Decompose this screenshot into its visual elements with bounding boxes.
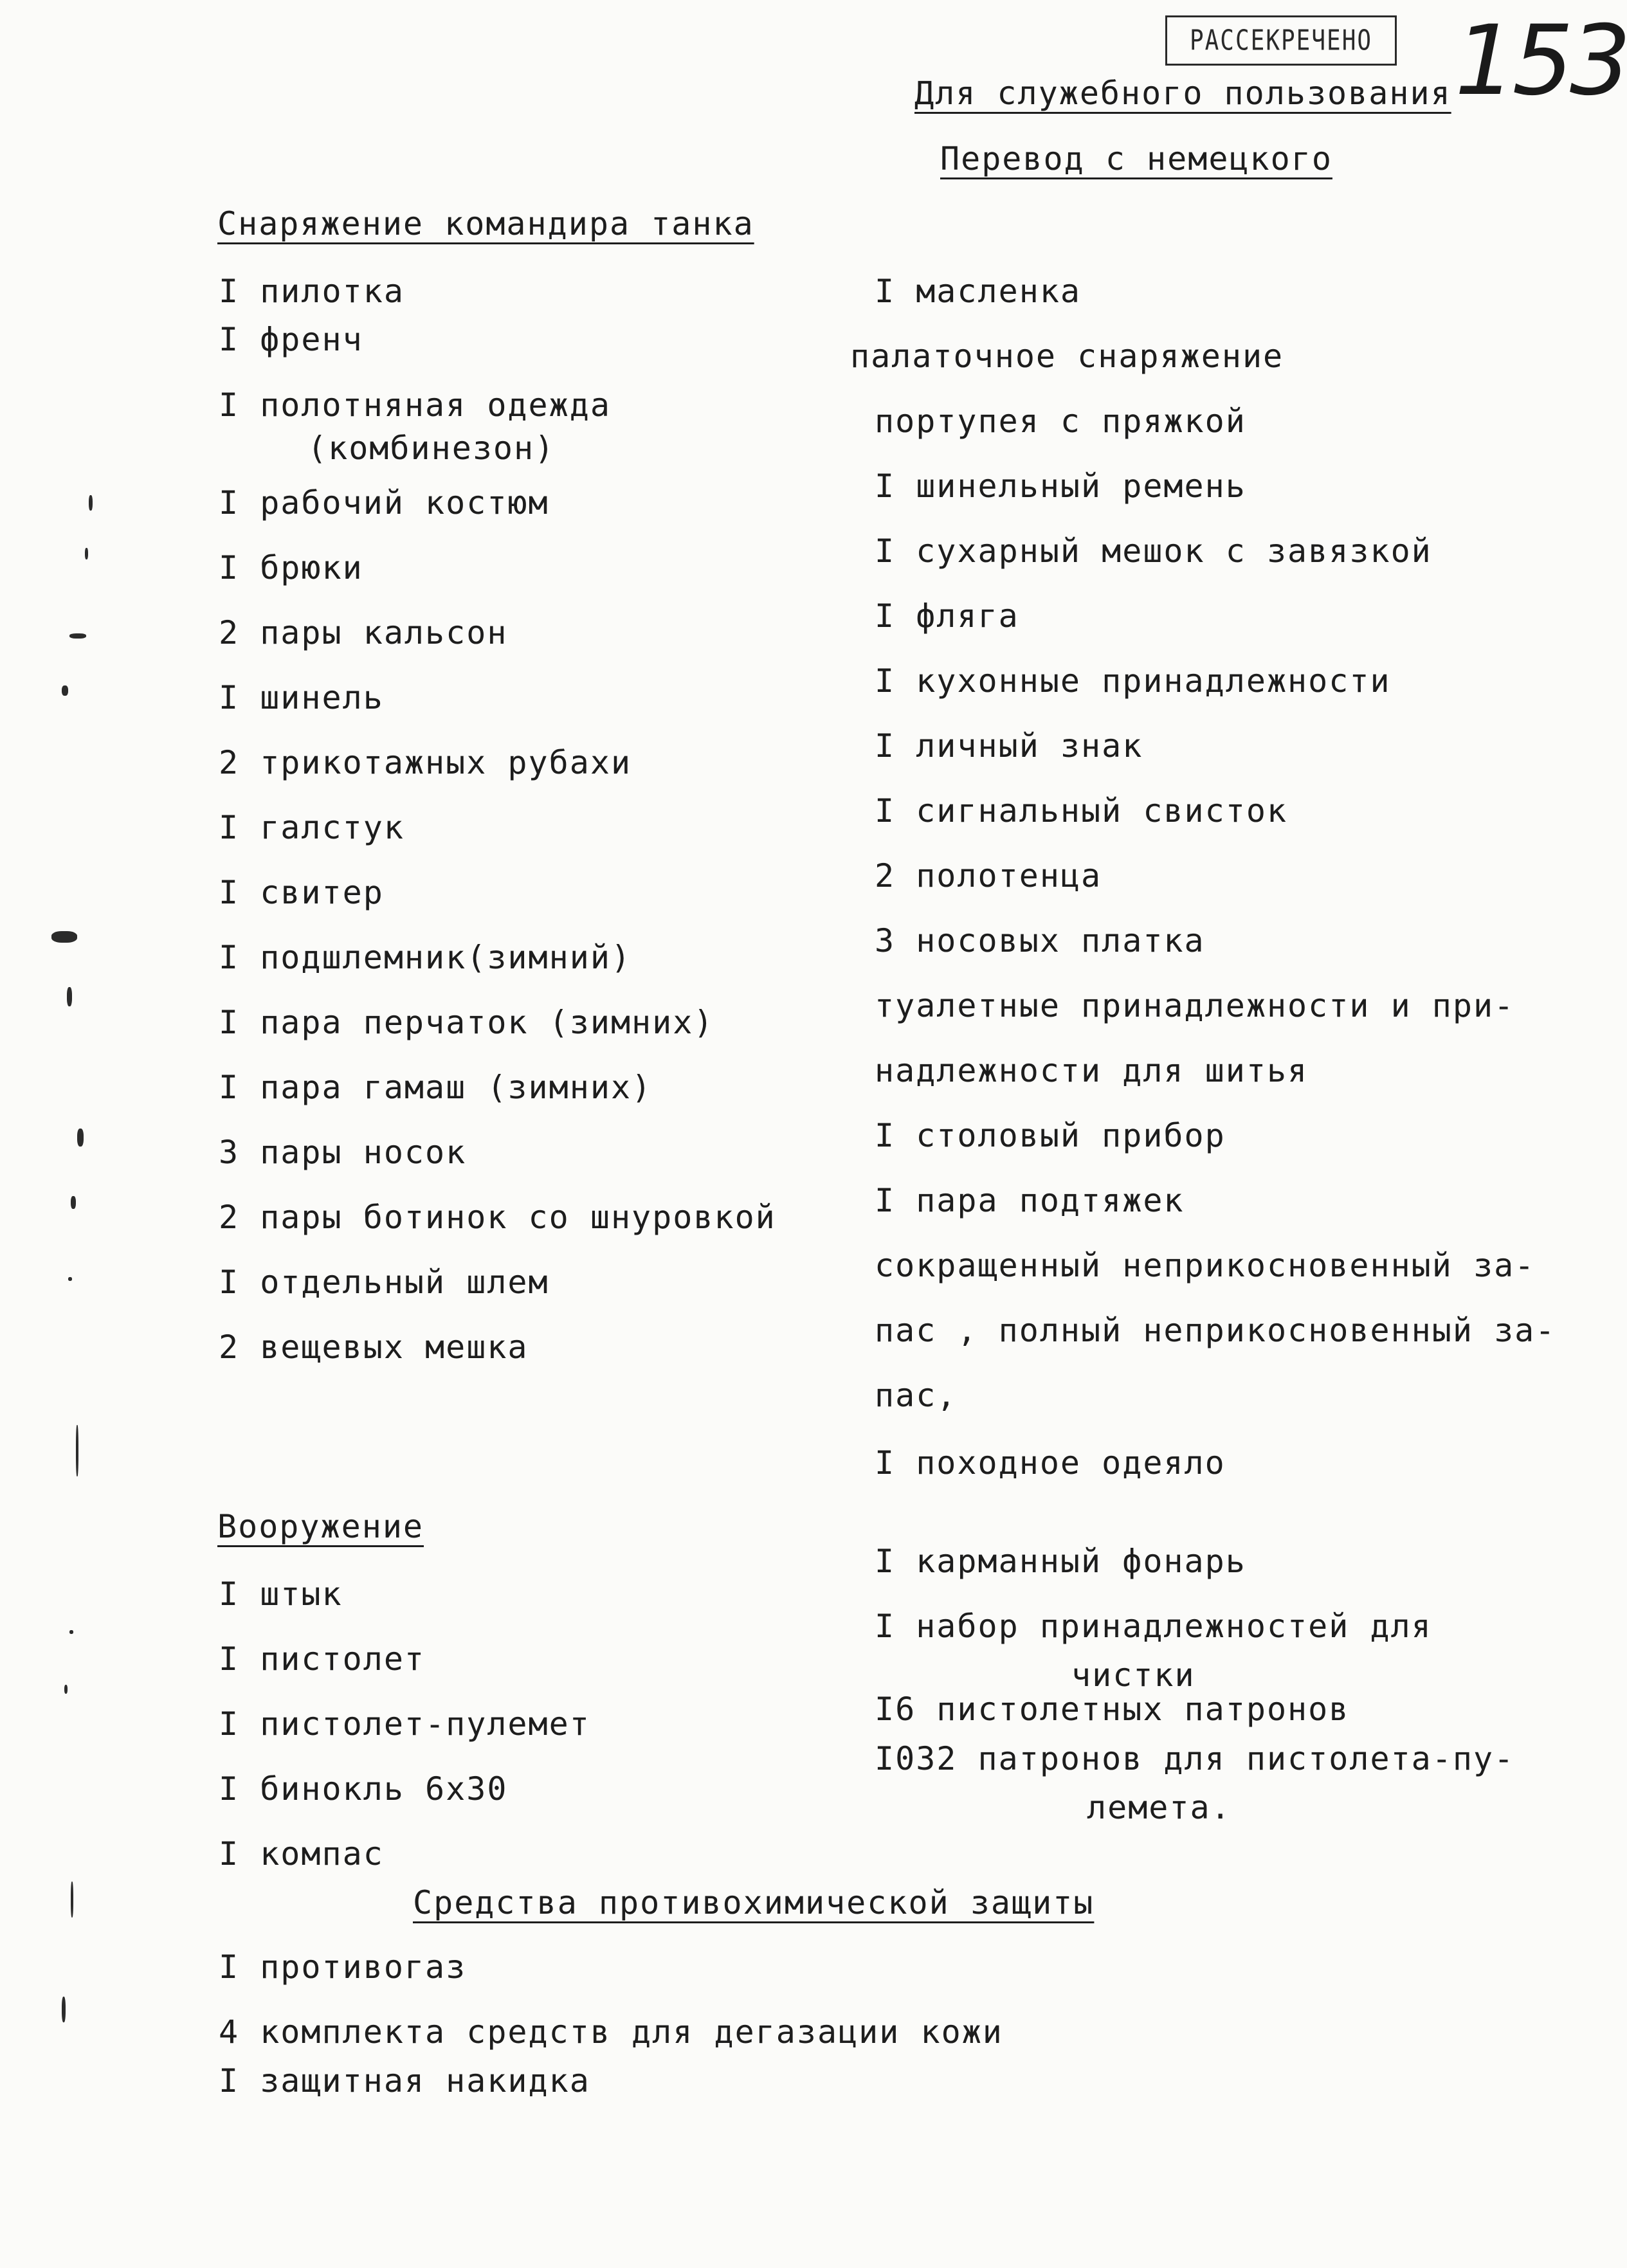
list-item: I сухарный мешок с завязкой <box>875 532 1432 570</box>
list-item: I пистолет-пулемет <box>219 1705 590 1743</box>
scan-speck <box>62 685 68 696</box>
list-item: I пилотка <box>219 273 404 310</box>
list-item: пас , полный неприкосновенный за- <box>875 1312 1556 1349</box>
list-item: 3 пары носок <box>219 1134 467 1171</box>
list-item: сокращенный неприкосновенный за- <box>875 1247 1536 1284</box>
scan-speck <box>89 495 93 511</box>
list-item: I масленка <box>875 273 1082 310</box>
list-item: I защитная накидка <box>219 2062 590 2100</box>
list-item: I личный знак <box>875 727 1143 765</box>
list-item: I набор принадлежностей для <box>875 1608 1432 1645</box>
scan-speck <box>62 1997 66 2022</box>
stamp-text: РАССЕКРЕЧЕНО <box>1189 24 1373 57</box>
section-title-armament: Вооружение <box>217 1508 424 1545</box>
list-item: I свитер <box>219 874 384 911</box>
list-item: I сигнальный свисток <box>875 792 1288 830</box>
list-item: 2 полотенца <box>875 857 1102 894</box>
list-item: I пара перчаток (зимних) <box>219 1004 714 1041</box>
list-item: 3 носовых платка <box>875 922 1205 959</box>
translation-note: Перевод с немецкого <box>940 140 1332 177</box>
list-item: I шинельный ремень <box>875 467 1246 505</box>
scan-speck <box>76 1425 78 1476</box>
list-item: I карманный фонарь <box>875 1543 1246 1580</box>
list-item: I шинель <box>219 679 384 716</box>
scan-speck <box>85 548 88 559</box>
scan-speck <box>69 1630 73 1634</box>
list-item: надлежности для шитья <box>875 1052 1309 1089</box>
list-item: I рабочий костюм <box>219 484 549 522</box>
list-item: I брюки <box>219 549 363 586</box>
list-item: I противогаз <box>219 1948 467 1986</box>
list-item: 2 пары ботинок со шнуровкой <box>219 1199 776 1236</box>
list-item: I галстук <box>219 809 404 846</box>
scan-speck <box>68 1277 72 1281</box>
section-title-commander: Снаряжение командира танка <box>217 205 754 242</box>
list-item: 2 пары кальсон <box>219 614 508 651</box>
list-item: I френч <box>219 321 363 358</box>
list-item: (комбинезон) <box>307 430 556 467</box>
restriction-label: Для служебного пользования <box>914 75 1451 112</box>
scan-speck <box>51 931 77 943</box>
list-item: портупея с пряжкой <box>875 403 1246 440</box>
list-item: I столовый прибор <box>875 1117 1226 1154</box>
list-item: I походное одеяло <box>875 1444 1226 1482</box>
scan-speck <box>71 1882 73 1918</box>
list-item: 2 трикотажных рубахи <box>219 744 632 781</box>
list-item: 2 вещевых мешка <box>219 1329 529 1366</box>
list-item: I отдельный шлем <box>219 1264 549 1301</box>
list-item: лемета. <box>1087 1789 1232 1826</box>
list-item: I6 пистолетных патронов <box>875 1691 1350 1728</box>
list-item: I пистолет <box>219 1640 426 1678</box>
list-item: I032 патронов для пистолета-пу- <box>875 1740 1515 1777</box>
list-item: I полотняная одежда <box>219 386 611 424</box>
list-item: I подшлемник(зимний) <box>219 939 632 976</box>
section-title-chemical: Средства противохимической защиты <box>413 1884 1095 1921</box>
list-item: I кухонные принадлежности <box>875 662 1391 700</box>
declassified-stamp <box>1165 15 1397 66</box>
list-item: палаточное снаряжение <box>850 338 1284 375</box>
list-item: I бинокль 6х30 <box>219 1770 508 1808</box>
list-item: пас, <box>875 1377 958 1414</box>
scan-speck <box>64 1685 68 1694</box>
scan-speck <box>71 1196 76 1209</box>
list-item: I фляга <box>875 597 1019 635</box>
list-item: I штык <box>219 1575 343 1613</box>
scan-speck <box>69 633 86 639</box>
list-item: I компас <box>219 1835 384 1873</box>
list-item: чистки <box>1071 1656 1195 1694</box>
scan-speck <box>77 1129 84 1147</box>
list-item: туалетные принадлежности и при- <box>875 987 1515 1024</box>
list-item: I пара подтяжек <box>875 1182 1185 1219</box>
scan-speck <box>67 987 72 1006</box>
list-item: I пара гамаш (зимних) <box>219 1069 653 1106</box>
page-number: 153 <box>1455 5 1627 117</box>
list-item: 4 комплекта средств для дегазации кожи <box>219 2013 1003 2051</box>
